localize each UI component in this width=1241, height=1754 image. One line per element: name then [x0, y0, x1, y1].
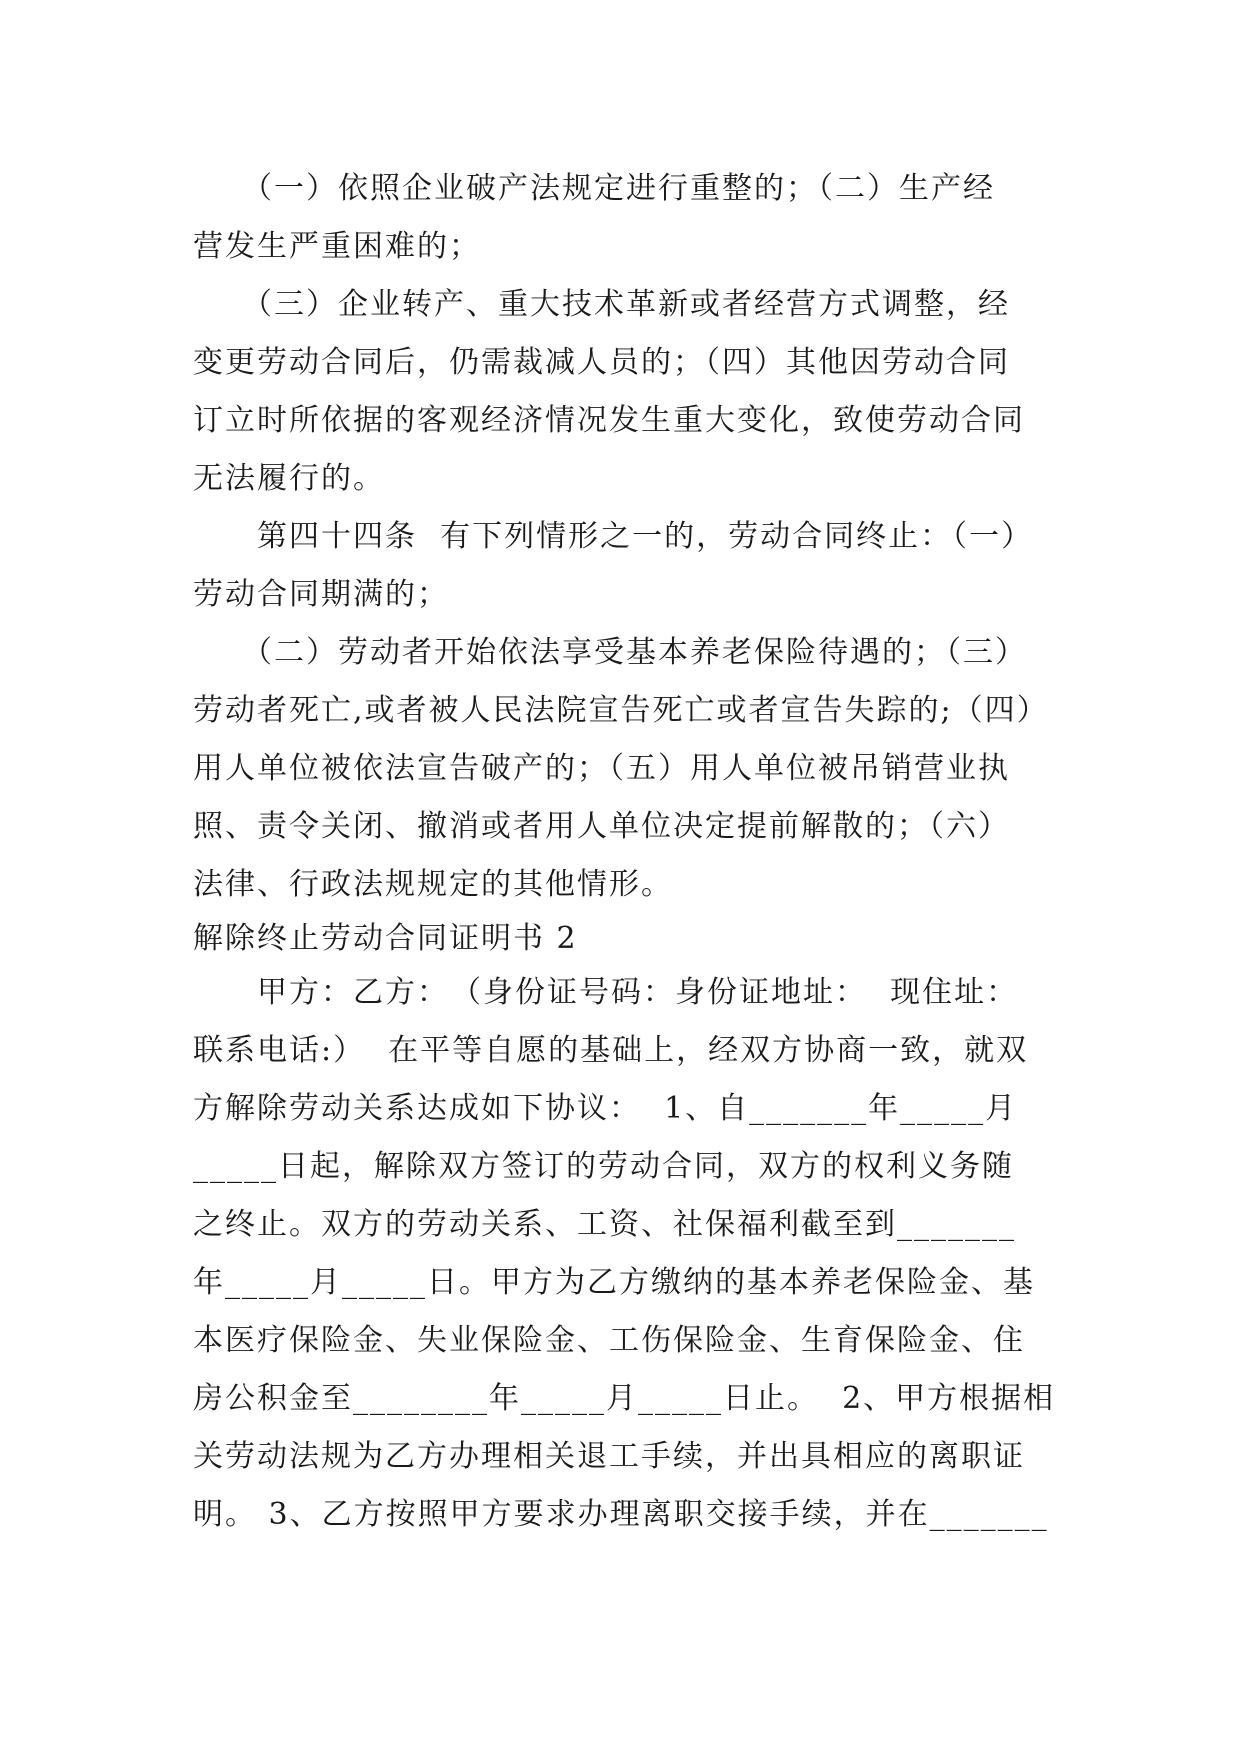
text-line: 甲方：乙方： （身份证号码：身份证地址： 现住址： [193, 975, 1019, 1010]
document-body [193, 160, 1056, 1544]
text-line: 照、责令关闭、撤消或者用人单位决定提前解散的；（六） [193, 809, 1010, 844]
text-line: 第四十四条 有下列情形之一的，劳动合同终止：（一） [193, 519, 1034, 554]
text-line: 方解除劳动关系达成如下协议： 1、自_______年_____月 [193, 1091, 1018, 1126]
text-line: 用人单位被依法宣告破产的；（五）用人单位被吊销营业执 [193, 751, 1010, 786]
text-line: 年_____月_____日。甲方为乙方缴纳的基本养老保险金、基 [193, 1265, 1035, 1300]
text-line: 订立时所依据的客观经济情况发生重大变化，致使劳动合同 [193, 403, 1025, 438]
text-line: （一）依照企业破产法规定进行重整的；（二）生产经 [193, 171, 995, 206]
text-line: 明。 3、乙方按照甲方要求办理离职交接手续，并在_______ [193, 1497, 1049, 1532]
text-line: 联系电话:） 在平等自愿的基础上，经双方协商一致，就双 [193, 1033, 1029, 1068]
text-line: （二）劳动者开始依法享受基本养老保险待遇的；（三） [193, 635, 1027, 670]
text-line: 无法履行的。 [193, 461, 385, 496]
text-line: 之终止。双方的劳动关系、工资、社保福利截至到_______ [193, 1207, 1016, 1242]
section-heading: 解除终止劳动合同证明书 2 [193, 921, 578, 956]
text-line: 劳动者死亡,或者被人民法院宣告死亡或者宣告失踪的;（四） [193, 693, 1049, 728]
text-line: 变更劳动合同后，仍需裁减人员的；（四）其他因劳动合同 [193, 345, 1010, 380]
text-line: （三）企业转产、重大技术革新或者经营方式调整，经 [193, 287, 1010, 322]
text-line: _____日起，解除双方签订的劳动合同，双方的权利义务随 [193, 1149, 1014, 1184]
text-line: 劳动合同期满的； [193, 577, 449, 612]
text-line: 房公积金至________年_____月_____日止。 2、甲方根据相 [193, 1381, 1056, 1416]
text-line: 本医疗保险金、失业保险金、工伤保险金、生育保险金、住 [193, 1323, 1025, 1358]
text-line: 法律、行政法规规定的其他情形。 [193, 867, 673, 902]
text-line: 营发生严重困难的； [193, 229, 481, 264]
text-line: 关劳动法规为乙方办理相关退工手续，并出具相应的离职证 [193, 1439, 1025, 1474]
